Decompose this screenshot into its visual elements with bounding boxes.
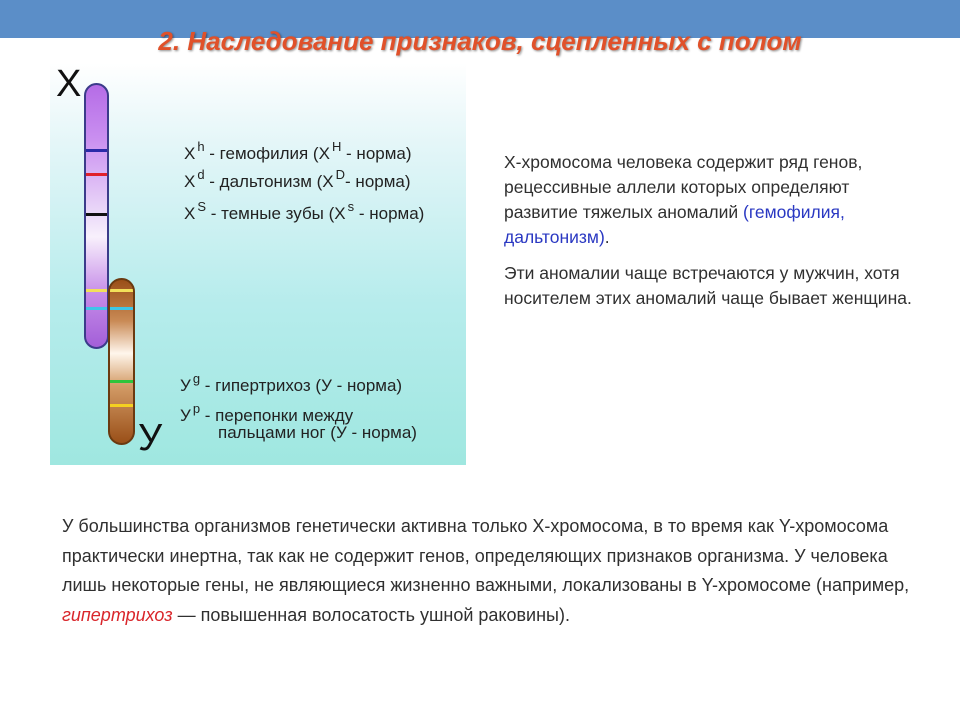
right-paragraph-2: Эти аномалии чаще встречаются у мужчин, хотя носителем этих аномалий чаще бывает женщина. [504,263,912,308]
y-band-cyan [110,307,133,310]
y-chromosome-label: У [138,417,163,459]
x-band-red [86,173,107,176]
bottom-paragraph: У большинства организмов генетически активна только Х-хромосома, в то время как Y-хромосома практически инертна, так как не содержит генов, определяющих признаков организма. У человека лишь некоторые гены, не являющиеся жизненно важными, локализованы в Y-хромосоме (например, гипертрихоз — повышенная волосатость ушной раковины). [62,516,910,625]
right-text [504,150,914,311]
y-chromosome [108,278,135,445]
x-chromosome-label: X [56,63,82,105]
y-band-yellow-top [110,289,133,292]
x-band-blue [86,149,107,152]
right-paragraph-1: X-хромосома человека содержит ряд генов, рецессивные аллели которых определяют развитие тяжелых аномалий (гемофилия, дальтонизм). [504,152,863,247]
x-chromosome [84,83,109,349]
y-legend-webbing-line2: пальцами ног (У - норма) [218,423,417,442]
x-legend-dark-teeth: X $^S$ - темные зубы (X $^s$ - норма) [184,199,425,223]
y-legend-hypertrichosis: У $^g$ - гипертрихоз (У - норма) [180,371,403,395]
x-band-black [86,213,107,216]
y-legend-webbing: У $^p$ - перепонки между [180,401,354,425]
x-legend-hemophilia: X $^h$ - гемофилия (X $^H$ - норма) [184,139,412,163]
page-title: 2. Наследование признаков, сцепленных с полом [158,26,802,56]
x-legend-colorblindness: X $^d$ - дальтонизм (X $^D$- норма) [184,167,411,191]
chromosome-figure [50,63,466,465]
y-band-green [110,380,133,383]
x-band-yellow [86,289,107,292]
y-band-yellow [110,404,133,407]
x-band-cyan [86,307,107,310]
